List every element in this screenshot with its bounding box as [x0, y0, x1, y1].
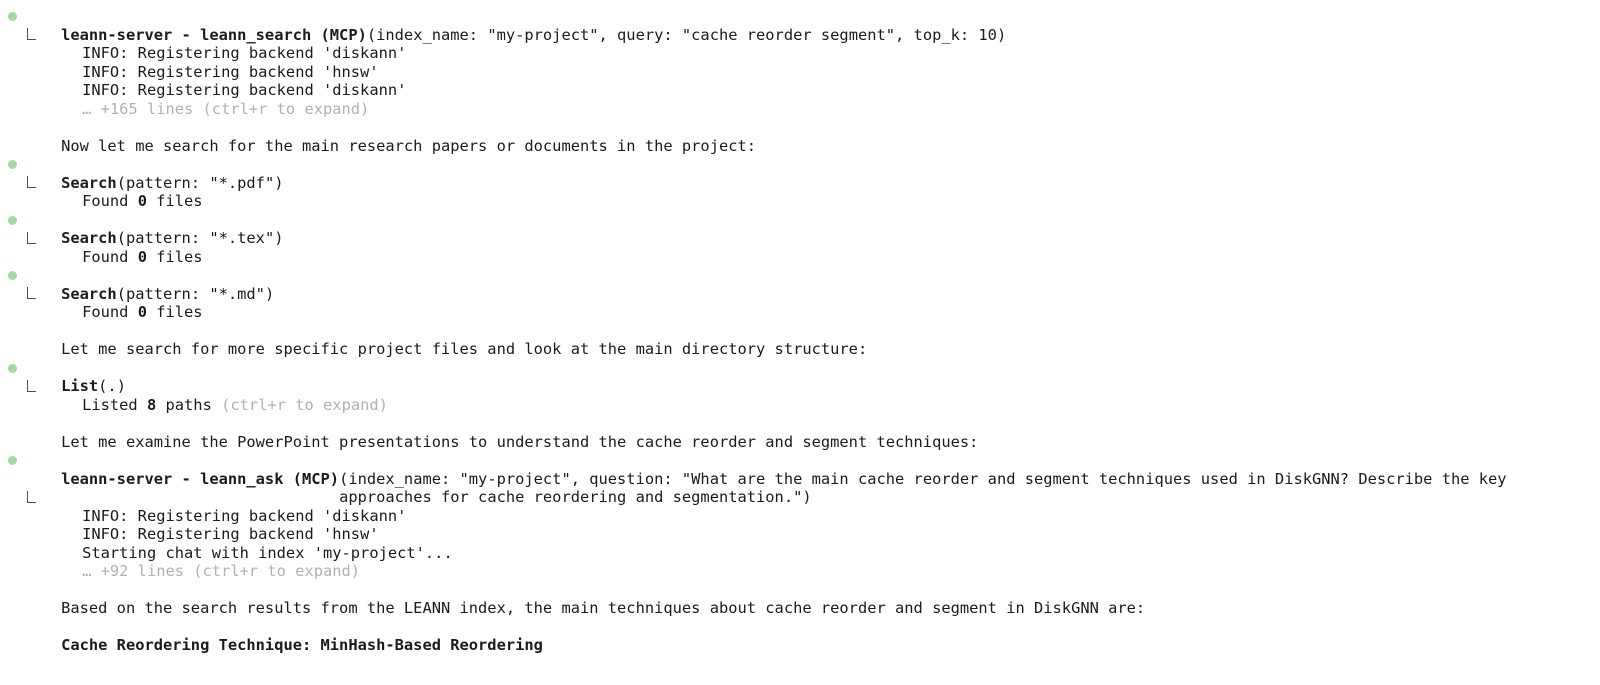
tool-call-leann-search — [0, 7, 1600, 44]
tool-success-bullet-icon — [8, 364, 17, 373]
result-count: 0 — [137, 192, 147, 210]
tool-success-bullet-icon — [8, 271, 17, 280]
tool-args: (index_name: "my-project", question: "What are the main cache reorder and segment techniques used in DiskGNN? Describe the key — [339, 469, 1507, 488]
result-text: files — [146, 247, 203, 266]
result-text: INFO: Registering backend 'diskann' — [82, 506, 407, 525]
truncation-text: … +92 lines (ctrl+r to expand) — [82, 562, 361, 580]
truncation-hint — [0, 544, 1600, 580]
tool-result-line — [0, 525, 1600, 562]
section-heading — [0, 618, 1600, 654]
spacer — [0, 303, 1600, 322]
tool-result-line — [0, 174, 1600, 210]
result-text: Found — [82, 192, 138, 210]
assistant-message — [0, 118, 1600, 155]
message-text: Let me examine the PowerPoint presentations to understand the cache reorder and segment techniques: — [61, 432, 979, 451]
tool-args: approaches for cache reordering and segmentation.") — [339, 488, 812, 506]
tool-name: Search — [61, 229, 117, 247]
spacer — [0, 192, 1600, 211]
tool-name: Search — [61, 173, 117, 192]
result-text: Found — [82, 303, 138, 321]
assistant-message — [0, 414, 1600, 451]
tool-name: Search — [61, 284, 117, 303]
tool-result-line — [0, 285, 1600, 321]
tool-result-line — [0, 229, 1600, 266]
spacer — [0, 248, 1600, 267]
message-text: Let me search for more specific project files and look at the main directory structure: — [61, 340, 868, 358]
result-text: INFO: Registering backend 'hnsw' — [82, 62, 379, 81]
expand-hint-text: (ctrl+r to expand) — [221, 395, 388, 414]
tool-name: List — [61, 377, 99, 395]
result-elbow-icon — [27, 232, 36, 244]
tool-args-continuation — [0, 470, 1600, 506]
tool-success-bullet-icon — [8, 12, 17, 21]
tool-call-list — [0, 359, 1600, 395]
result-elbow-icon — [27, 28, 36, 40]
assistant-message — [0, 581, 1600, 617]
result-text: files — [146, 303, 203, 321]
tool-success-bullet-icon — [8, 160, 17, 169]
tool-call-search-tex — [0, 211, 1600, 247]
tool-name: leann-server - leann_search (MCP) — [61, 25, 367, 44]
result-elbow-icon — [27, 287, 36, 299]
tool-result-line — [0, 44, 1600, 81]
message-text: Now let me search for the main research papers or documents in the project: — [61, 136, 757, 155]
result-text: INFO: Registering backend 'diskann' — [82, 81, 407, 99]
tool-call-leann-ask — [0, 451, 1600, 488]
result-count: 0 — [137, 247, 147, 266]
tool-success-bullet-icon — [8, 456, 17, 465]
result-text: Found — [82, 247, 138, 266]
tool-result-line — [0, 488, 1600, 525]
truncation-hint — [0, 81, 1600, 118]
tool-args: (pattern: "*.md") — [116, 284, 275, 303]
result-text: Listed — [82, 395, 147, 414]
result-elbow-icon — [27, 176, 36, 188]
tool-result-line — [0, 507, 1600, 543]
tool-result-line — [0, 377, 1600, 414]
tool-args: (pattern: "*.tex") — [116, 229, 284, 247]
truncation-text: … +165 lines (ctrl+r to expand) — [82, 99, 370, 118]
assistant-message — [0, 322, 1600, 358]
tool-args: (pattern: "*.pdf") — [116, 173, 284, 192]
tool-call-search-pdf — [0, 155, 1600, 192]
tool-args: (index_name: "my-project", query: "cache reorder segment", top_k: 10) — [366, 25, 1007, 44]
result-elbow-icon — [27, 380, 36, 392]
result-count: 8 — [146, 395, 157, 414]
message-text: Based on the search results from the LEANN index, the main techniques about cache reorder and segment in DiskGNN are: — [61, 599, 1146, 617]
heading-text: Cache Reordering Technique: MinHash-Based Reordering — [61, 636, 543, 654]
result-count: 0 — [137, 303, 147, 321]
result-text: Starting chat with index 'my-project'... — [82, 543, 453, 562]
tool-result-line — [0, 26, 1600, 62]
tool-args: (.) — [98, 377, 126, 395]
tool-success-bullet-icon — [8, 216, 17, 225]
result-text: paths — [156, 395, 222, 414]
tool-name: leann-server - leann_ask (MCP) — [61, 469, 340, 488]
tool-call-search-md — [0, 266, 1600, 303]
tool-result-line — [0, 63, 1600, 99]
result-text: INFO: Registering backend 'hnsw' — [82, 525, 379, 543]
result-elbow-icon — [27, 491, 36, 503]
result-text: INFO: Registering backend 'diskann' — [82, 44, 407, 62]
result-text: files — [146, 192, 203, 210]
